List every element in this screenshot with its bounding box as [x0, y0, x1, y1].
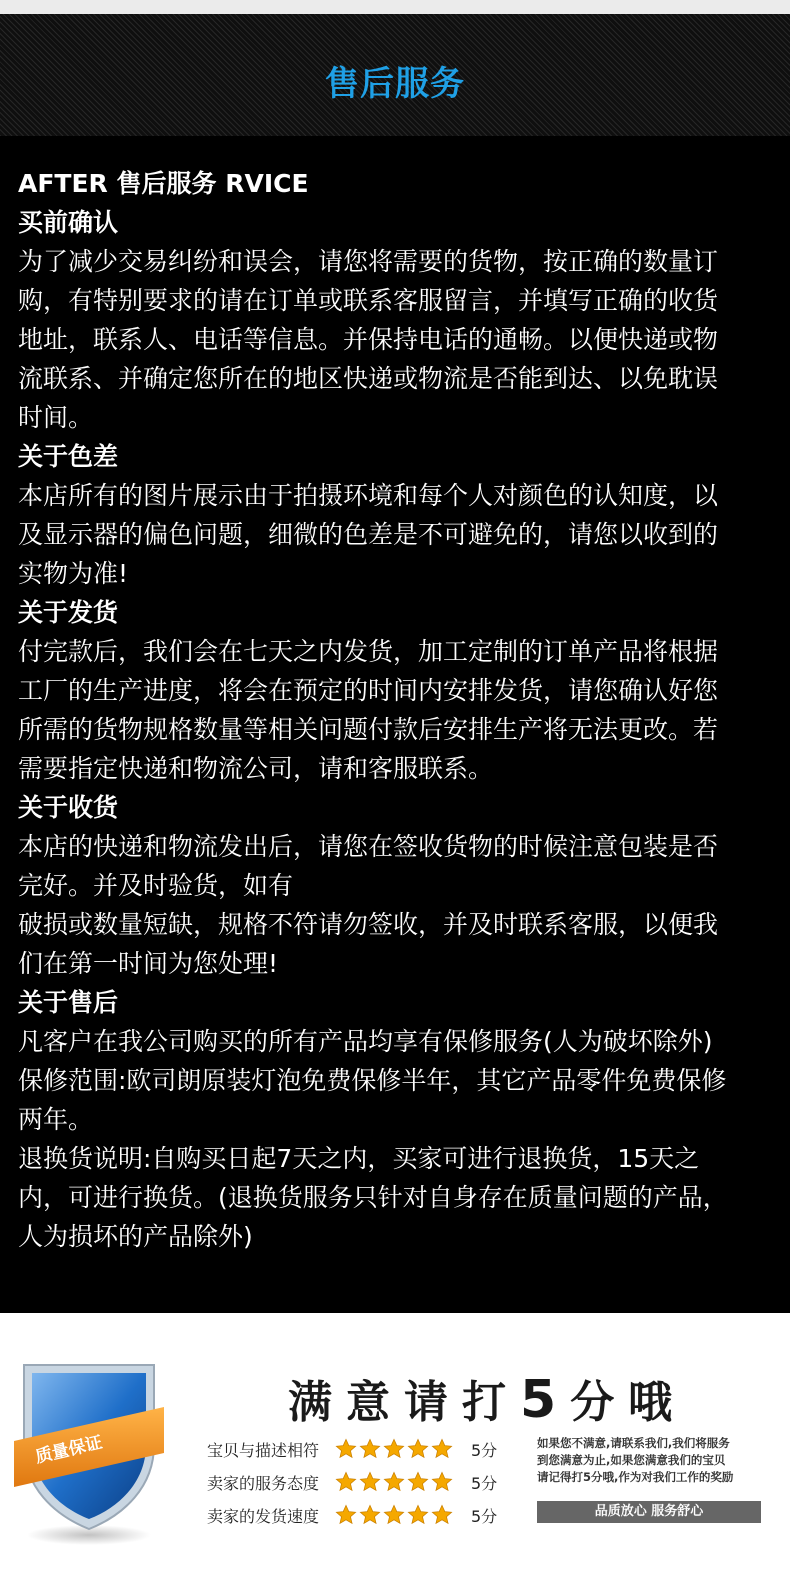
star-icon [431, 1438, 453, 1460]
section-title: 关于色差 [18, 442, 119, 471]
rating-score: 5分 [471, 1440, 498, 1460]
section-text-line: 本店所有的图片展示由于拍摄环境和每个人对颜色的认知度，以 [18, 481, 719, 510]
quality-badge: 品质放心 服务舒心 [537, 1501, 761, 1523]
rating-row [207, 1502, 497, 1528]
note-line: 请记得打5分哦,作为对我们工作的奖励 [537, 1470, 734, 1484]
star-icon [359, 1438, 381, 1460]
rating-note [537, 1435, 777, 1486]
star-icon [431, 1471, 453, 1493]
star-icon [335, 1504, 357, 1526]
section-text-line: 所需的货物规格数量等相关问题付款后安排生产将无法更改。若 [18, 715, 719, 744]
section-text-line: 人为损坏的产品除外) [18, 1222, 253, 1251]
section-text-line: 破损或数量短缺，规格不符请勿签收，并及时联系客服，以便我 [18, 910, 719, 939]
section-text-line: 购，有特别要求的请在订单或联系客服留言，并填写正确的收货 [18, 286, 719, 315]
rating-banner [0, 1313, 790, 1585]
rating-title [288, 1366, 686, 1430]
section-text-line: 本店的快递和物流发出后，请您在签收货物的时候注意包装是否 [18, 832, 719, 861]
quality-shield-icon [14, 1357, 164, 1557]
section-text-line: 内，可进行换货。(退换货服务只针对自身存在质量问题的产品， [18, 1183, 728, 1212]
star-icon [407, 1471, 429, 1493]
star-icon [359, 1504, 381, 1526]
rating-score: 5分 [471, 1473, 498, 1493]
section-header [0, 14, 790, 136]
star-icon [407, 1438, 429, 1460]
star-icon [335, 1471, 357, 1493]
top-strip [0, 0, 790, 14]
section-text-line: 退换货说明:自购买日起7天之内，买家可进行退换货，15天之 [18, 1144, 700, 1173]
rating-label: 卖家的发货速度 [207, 1506, 320, 1526]
star-rating [335, 1438, 453, 1460]
section-text-line: 工厂的生产进度，将会在预定的时间内安排发货，请您确认好您 [18, 676, 719, 705]
content-heading: AFTER 售后服务 RVICE [18, 169, 309, 198]
section-title: 关于发货 [18, 598, 119, 627]
note-line: 如果您不满意,请联系我们,我们将服务 [537, 1436, 730, 1450]
rating-title-number: 5 [520, 1370, 571, 1430]
star-icon [335, 1438, 357, 1460]
star-icon [383, 1438, 405, 1460]
section-text-line: 付完款后，我们会在七天之内发货，加工定制的订单产品将根据 [18, 637, 719, 666]
section-text-line: 完好。并及时验货，如有 [18, 871, 294, 900]
section-text-line: 实物为准! [18, 559, 129, 588]
star-icon [383, 1504, 405, 1526]
star-icon [359, 1471, 381, 1493]
star-rating [335, 1504, 453, 1526]
section-text-line: 两年。 [18, 1105, 94, 1134]
section-text-line: 保修范围:欧司朗原装灯泡免费保修半年，其它产品零件免费保修 [18, 1066, 727, 1095]
section-title: 关于售后 [18, 988, 119, 1017]
rating-row [207, 1469, 497, 1495]
section-title: 买前确认 [18, 208, 119, 237]
star-icon [383, 1471, 405, 1493]
section-text-line: 为了减少交易纠纷和误会，请您将需要的货物，按正确的数量订 [18, 247, 719, 276]
section-text-line: 需要指定快递和物流公司，请和客服联系。 [18, 754, 494, 783]
star-icon [407, 1504, 429, 1526]
after-sales-content [18, 164, 780, 1256]
section-text-line: 流联系、并确定您所在的地区快递或物流是否能到达、以免耽误 [18, 364, 719, 393]
shield-label: 质量保证 [33, 1432, 105, 1468]
rating-score: 5分 [471, 1506, 498, 1526]
section-text-line: 凡客户在我公司购买的所有产品均享有保修服务(人为破坏除外) [18, 1027, 713, 1056]
rating-label: 宝贝与描述相符 [207, 1440, 320, 1460]
after-sales-panel [0, 136, 790, 1313]
section-text-line: 地址，联系人、电话等信息。并保持电话的通畅。以便快递或物 [18, 325, 719, 354]
page-title: 售后服务 [325, 64, 465, 104]
rating-row [207, 1436, 497, 1462]
section-title: 关于收货 [18, 793, 119, 822]
star-rating [335, 1471, 453, 1493]
note-line: 到您满意为止,如果您满意我们的宝贝 [537, 1453, 726, 1467]
section-text-line: 及显示器的偏色问题，细微的色差是不可避免的，请您以收到的 [18, 520, 719, 549]
star-icon [431, 1504, 453, 1526]
rating-label: 卖家的服务态度 [207, 1473, 320, 1493]
section-text-line: 时间。 [18, 403, 94, 432]
section-text-line: 们在第一时间为您处理! [18, 949, 279, 978]
rating-title-post: 分哦 [570, 1377, 687, 1428]
rating-title-pre: 满意请打 [288, 1377, 520, 1428]
